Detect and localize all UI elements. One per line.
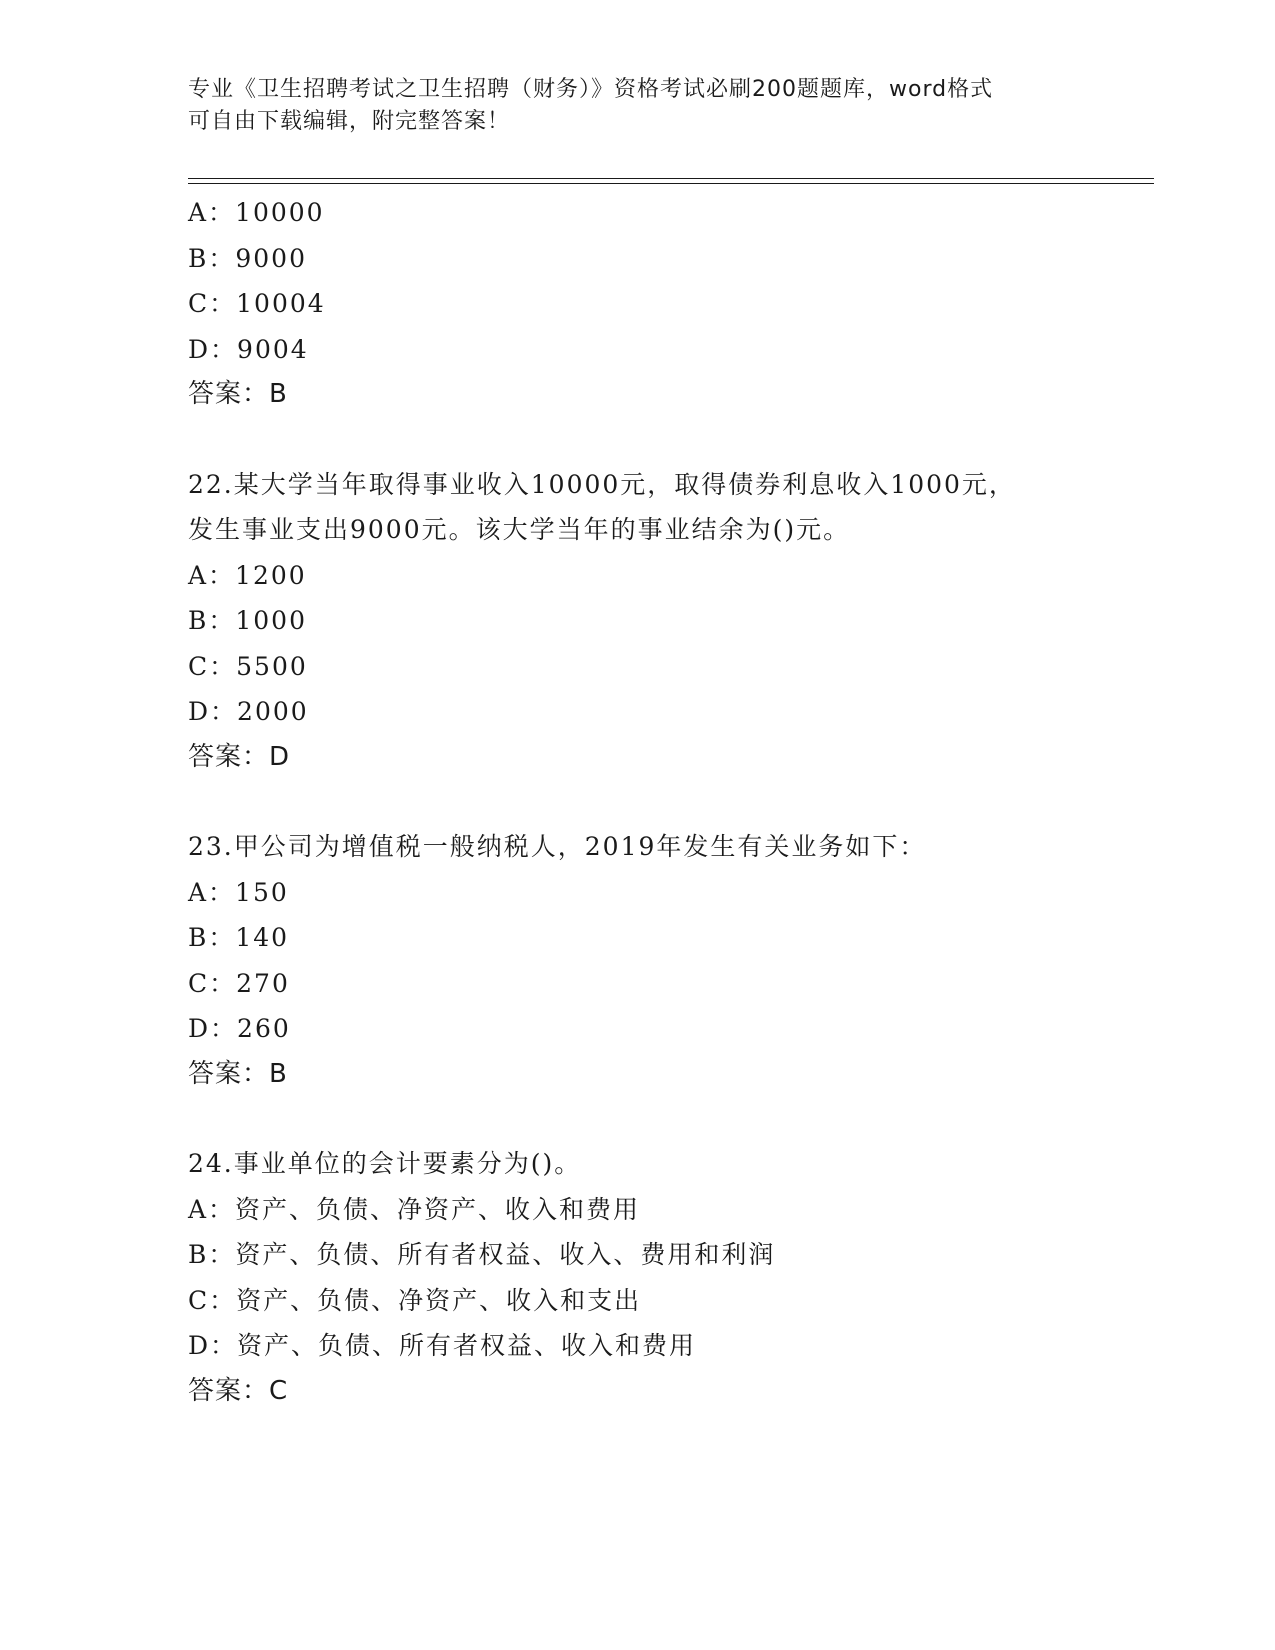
question-stem: 23.甲公司为增值税一般纳税人，2019年发生有关业务如下： bbox=[188, 832, 927, 861]
option-d: D：资产、负债、所有者权益、收入和费用 bbox=[188, 1331, 697, 1360]
option-d: D：9004 bbox=[188, 334, 309, 364]
option-b: B：1000 bbox=[188, 606, 307, 635]
spacer bbox=[188, 418, 1128, 462]
option-b: B：9000 bbox=[188, 243, 307, 273]
header-line-2: 可自由下载编辑，附完整答案！ bbox=[188, 109, 511, 134]
option-a: A：10000 bbox=[188, 198, 325, 227]
header-divider-top bbox=[188, 178, 1154, 179]
option-d: D：2000 bbox=[188, 697, 309, 726]
option-b: B：资产、负债、所有者权益、收入、费用和利润 bbox=[188, 1240, 776, 1269]
option-a: A：150 bbox=[188, 877, 289, 907]
question-stem: 24.事业单位的会计要素分为()。 bbox=[188, 1149, 582, 1178]
header-divider-bottom bbox=[188, 183, 1154, 184]
answer: 答案：D bbox=[188, 741, 291, 772]
header-line-1: 专业《卫生招聘考试之卫生招聘（财务）》资格考试必刷200题题库，word格式 bbox=[188, 77, 994, 102]
option-d: D：260 bbox=[188, 1014, 291, 1043]
document-header bbox=[188, 74, 1068, 138]
question-24 bbox=[188, 1141, 1128, 1414]
answer: 答案：C bbox=[188, 1375, 289, 1406]
option-c: C：10004 bbox=[188, 289, 326, 318]
spacer bbox=[188, 780, 1128, 824]
option-c: C：资产、负债、净资产、收入和支出 bbox=[188, 1285, 642, 1315]
answer: 答案：B bbox=[188, 1058, 288, 1089]
option-b: B：140 bbox=[188, 923, 290, 952]
question-21 bbox=[188, 190, 1128, 418]
question-list bbox=[188, 190, 1128, 1414]
question-22 bbox=[188, 462, 1128, 781]
question-stem-continued: 发生事业支出9000元。该大学当年的事业结余为()元。 bbox=[188, 515, 851, 544]
option-a: A：1200 bbox=[188, 560, 307, 590]
spacer bbox=[188, 1097, 1128, 1141]
option-c: C：270 bbox=[188, 968, 290, 998]
question-stem: 22.某大学当年取得事业收入10000元，取得债券利息收入1000元， bbox=[188, 469, 1016, 499]
answer: 答案：B bbox=[188, 379, 288, 409]
question-23 bbox=[188, 824, 1128, 1097]
option-c: C：5500 bbox=[188, 651, 308, 681]
option-a: A：资产、负债、净资产、收入和费用 bbox=[188, 1194, 641, 1224]
